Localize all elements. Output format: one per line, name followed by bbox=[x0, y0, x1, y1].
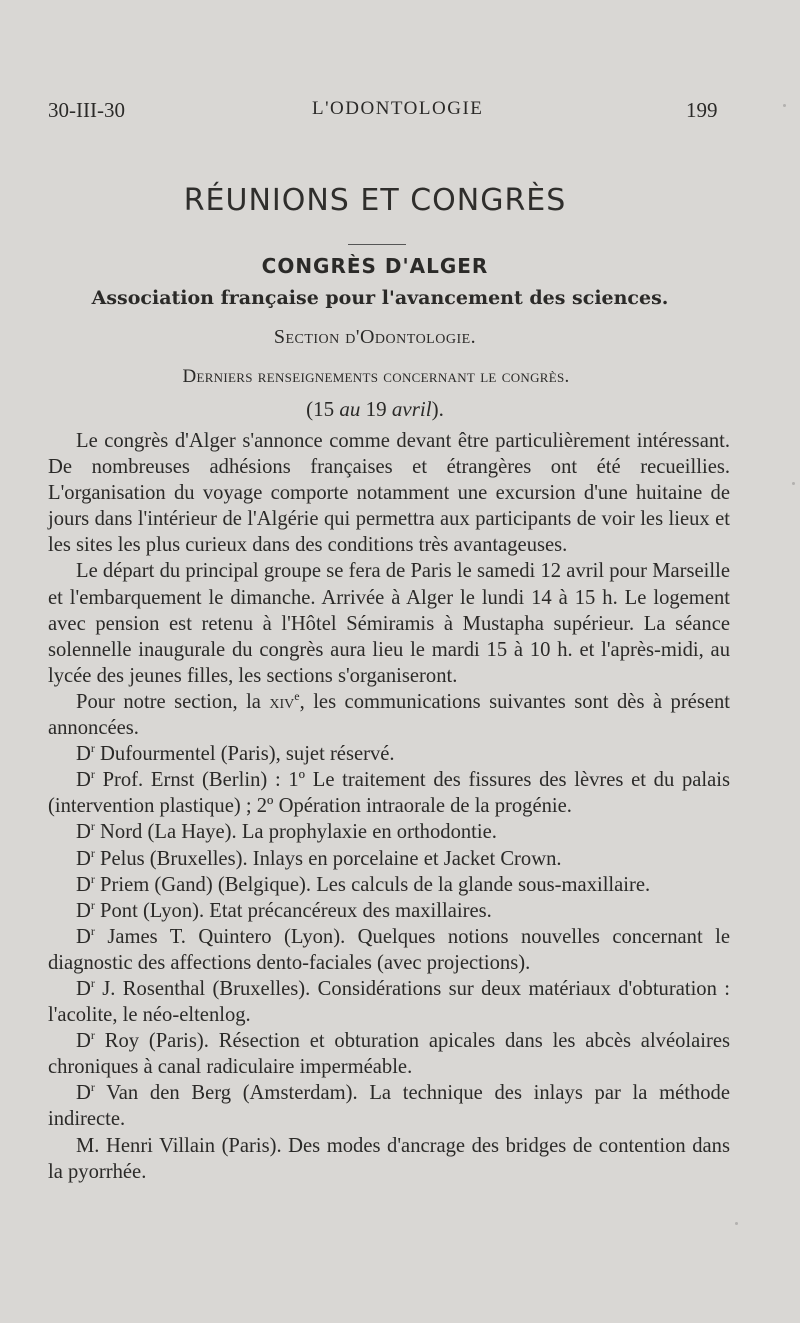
paper-speck bbox=[783, 104, 786, 107]
communication-item: $D^r$ Roy (Paris). Résection et obturation apicales dans les abcès alvéolaires chroniques à canal radiculaire imperméable. bbox=[48, 1028, 730, 1079]
communication-item: $D^r$ Nord (La Haye). La prophylaxie en orthodontie. bbox=[76, 819, 497, 844]
association-name: Association française pour l'avancement des sciences. bbox=[91, 287, 669, 309]
section-name: Section d'Odontologie. bbox=[273, 326, 477, 348]
communication-item: $D^r$ Pont (Lyon). Etat précancéreux des maxillaires. bbox=[76, 897, 492, 922]
paragraph-announce: Pour notre section, la xiv$^e$, les communications suivantes sont dès à présent annoncées. bbox=[48, 689, 730, 740]
article-body bbox=[48, 428, 730, 1185]
communication-item: $D^r$ Priem (Gand) (Belgique). Les calculs de la glande sous-maxillaire. bbox=[76, 871, 651, 896]
running-head bbox=[48, 98, 800, 128]
section-title: RÉUNIONS ET CONGRÈS bbox=[183, 183, 567, 218]
communication-item-last: M. Henri Villain (Paris). Des modes d'ancrage des bridges de contention dans la pyorrhée. bbox=[48, 1134, 730, 1183]
communication-item: $D^r$ Prof. Ernst (Berlin) : 1º Le traitement des fissures des lèvres et du palais (intervention plastique) ; 2º Opération intraorale de la progénie. bbox=[48, 767, 730, 818]
subheading: Derniers renseignements concernant le congrès. bbox=[182, 366, 570, 387]
paragraph-intro: Le congrès d'Alger s'annonce comme devant être particulièrement intéressant. De nombreuses adhésions françaises et étrangères ont été recueillies. L'organisation du voyage comporte notamment une excursion d'une huitaine de jours dans l'intérieur de l'Algérie qui permettra aux participants de voir les lieux et les sites les plus curieux dans des conditions très avantageuses. bbox=[48, 430, 730, 557]
communication-item: $D^r$ Van den Berg (Amsterdam). La technique des inlays par la méthode indirecte. bbox=[48, 1080, 730, 1131]
communication-item: $D^r$ James T. Quintero (Lyon). Quelques notions nouvelles concernant le diagnostic des affections dento-faciales (avec projections). bbox=[48, 923, 730, 974]
divider-rule bbox=[348, 244, 406, 245]
communication-item: $D^r$ Dufourmentel (Paris), sujet réservé. bbox=[76, 741, 395, 766]
paragraph-departure: Le départ du principal groupe se fera de Paris le samedi 12 avril pour Marseille et l'embarquement le dimanche. Arrivée à Alger le lundi 14 à 15 h. Le logement avec pension est retenu à l'Hôtel Sémiramis à Mustapha supérieur. La séance solennelle inaugurale du congrès aura lieu le mardi 15 à 10 h. et l'après-midi, au lycée des jeunes filles, les sections s'organiseront. bbox=[48, 560, 730, 687]
communication-item: $D^r$ Pelus (Bruxelles). Inlays en porcelaine et Jacket Crown. bbox=[76, 845, 562, 870]
journal-name: L'ODONTOLOGIE bbox=[312, 98, 484, 119]
congress-title: CONGRÈS D'ALGER bbox=[261, 254, 489, 278]
page-number: 199 bbox=[686, 98, 718, 122]
communication-item: $D^r$ J. Rosenthal (Bruxelles). Considérations sur deux matériaux d'obturation : l'acolite, le néo-eltenlog. bbox=[48, 976, 730, 1027]
issue-date: 30-III-30 bbox=[48, 98, 125, 122]
paper-speck bbox=[792, 482, 795, 485]
paper-speck bbox=[735, 1222, 738, 1225]
congress-dates: (15 au 19 avril). bbox=[306, 397, 444, 421]
